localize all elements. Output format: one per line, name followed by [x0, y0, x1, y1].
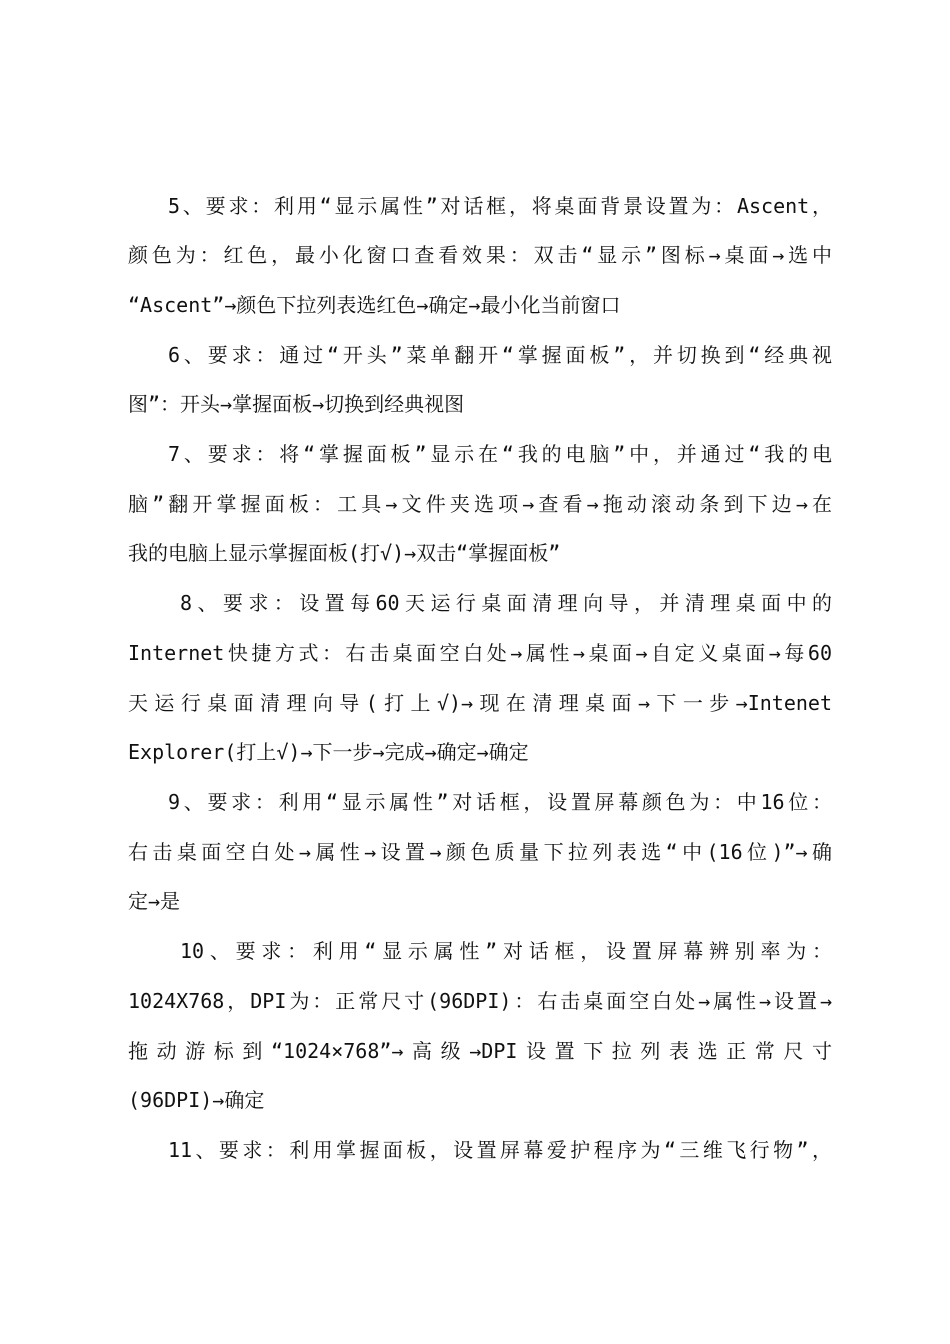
item-9-line-3: 定→是 — [128, 889, 181, 913]
item-5-line-1: 5、要求：利用“显示属性”对话框，将桌面背景设置为：Ascent， — [168, 194, 832, 218]
item-8-line-2: Internet快捷方式：右击桌面空白处→属性→桌面→自定义桌面→每60 — [128, 641, 832, 665]
item-10-line-4: (96DPI)→确定 — [128, 1088, 265, 1112]
item-11-line-1: 11、要求：利用掌握面板，设置屏幕爱护程序为“三维飞行物”， — [168, 1138, 832, 1162]
item-9-line-2: 右击桌面空白处→属性→设置→颜色质量下拉列表选“中(16位)”→确 — [128, 840, 832, 864]
item-8-line-3: 天运行桌面清理向导(打上√)→现在清理桌面→下一步→Intenet — [128, 691, 832, 715]
item-6-line-1: 6、要求：通过“开头”菜单翻开“掌握面板”，并切换到“经典视 — [168, 343, 832, 367]
item-8-line-1: 8、要求：设置每60天运行桌面清理向导，并清理桌面中的 — [180, 591, 832, 615]
item-7-line-3: 我的电脑上显示掌握面板(打√)→双击“掌握面板” — [128, 541, 561, 565]
item-10-line-3: 拖动游标到“1024×768”→高级→DPI设置下拉列表选正常尺寸 — [128, 1039, 832, 1063]
item-6-line-2: 图”：开头→掌握面板→切换到经典视图 — [128, 392, 465, 416]
item-9-line-1: 9、要求：利用“显示属性”对话框，设置屏幕颜色为：中16位： — [168, 790, 832, 814]
item-5-line-3: “Ascent”→颜色下拉列表选红色→确定→最小化当前窗口 — [128, 293, 621, 317]
item-7-line-1: 7、要求：将“掌握面板”显示在“我的电脑”中，并通过“我的电 — [168, 442, 832, 466]
item-5-line-2: 颜色为：红色，最小化窗口查看效果：双击“显示”图标→桌面→选中 — [128, 243, 832, 267]
item-8-line-4: Explorer(打上√)→下一步→完成→确定→确定 — [128, 740, 529, 764]
item-10-line-2: 1024X768，DPI为：正常尺寸(96DPI)：右击桌面空白处→属性→设置→ — [128, 989, 832, 1013]
item-7-line-2: 脑”翻开掌握面板：工具→文件夹选项→查看→拖动滚动条到下边→在 — [128, 492, 832, 516]
item-10-line-1: 10、要求：利用“显示属性”对话框，设置屏幕辨别率为： — [180, 939, 832, 963]
